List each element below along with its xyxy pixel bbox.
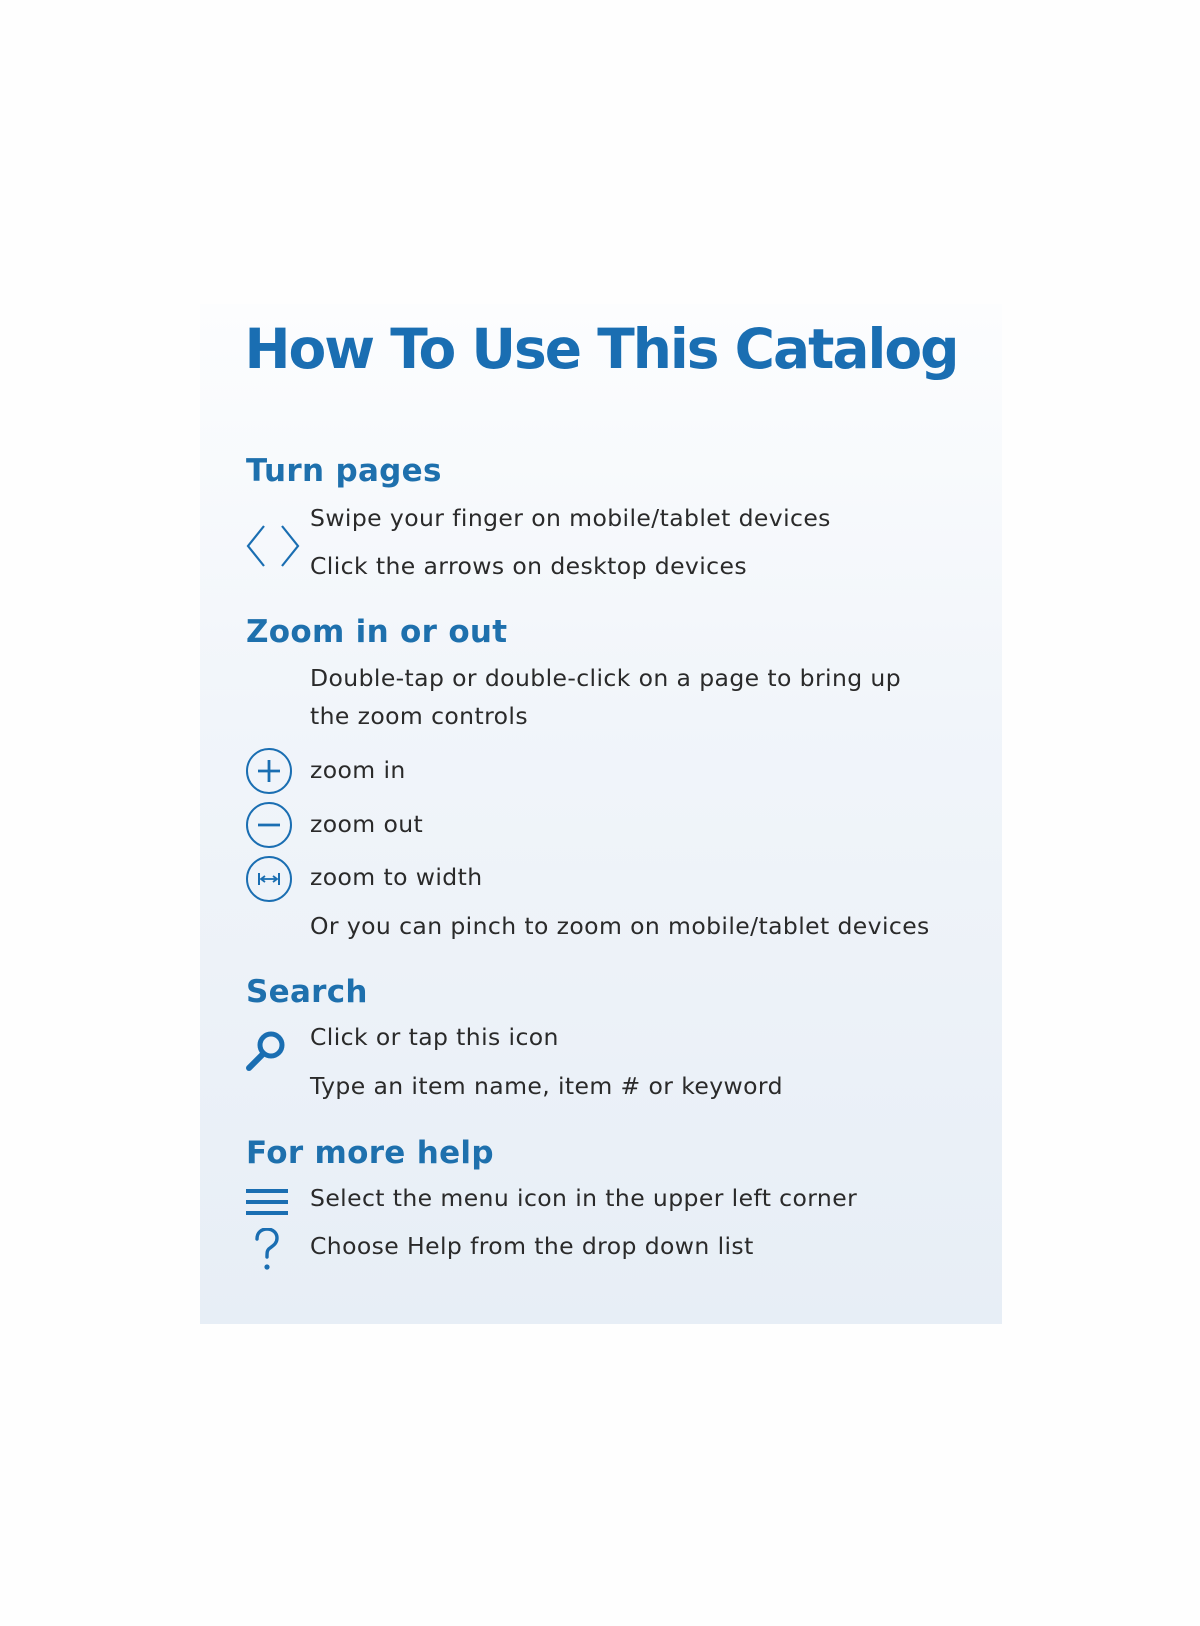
- zoom-in-icon: [245, 747, 293, 795]
- help-line-choose: Choose Help from the drop down list: [310, 1232, 754, 1260]
- turn-pages-line-swipe: Swipe your finger on mobile/tablet devices: [310, 504, 831, 532]
- help-heading: For more help: [246, 1135, 494, 1171]
- arrows-left-right-icon: [244, 522, 302, 570]
- zoom-heading: Zoom in or out: [246, 614, 508, 650]
- help-line-menu: Select the menu icon in the upper left corner: [310, 1184, 858, 1212]
- zoom-to-width-label: zoom to width: [310, 863, 483, 891]
- zoom-to-width-icon: [245, 855, 293, 903]
- turn-pages-heading: Turn pages: [246, 453, 442, 489]
- zoom-out-icon: [245, 801, 293, 849]
- catalog-help-card: [200, 304, 1002, 1324]
- page-title: How To Use This Catalog: [244, 317, 958, 381]
- search-heading: Search: [246, 974, 368, 1010]
- zoom-pinch-note: Or you can pinch to zoom on mobile/tablet devices: [310, 912, 930, 940]
- search-line-click: Click or tap this icon: [310, 1023, 559, 1051]
- zoom-in-label: zoom in: [310, 756, 406, 784]
- search-line-type: Type an item name, item # or keyword: [310, 1072, 783, 1100]
- turn-pages-line-click: Click the arrows on desktop devices: [310, 552, 747, 580]
- zoom-out-label: zoom out: [310, 810, 424, 838]
- search-icon: [244, 1029, 288, 1073]
- menu-icon: [246, 1188, 288, 1216]
- zoom-intro-line-2: the zoom controls: [310, 702, 528, 730]
- help-icon: [254, 1228, 280, 1272]
- zoom-intro-line-1: Double-tap or double-click on a page to bring up: [310, 664, 902, 692]
